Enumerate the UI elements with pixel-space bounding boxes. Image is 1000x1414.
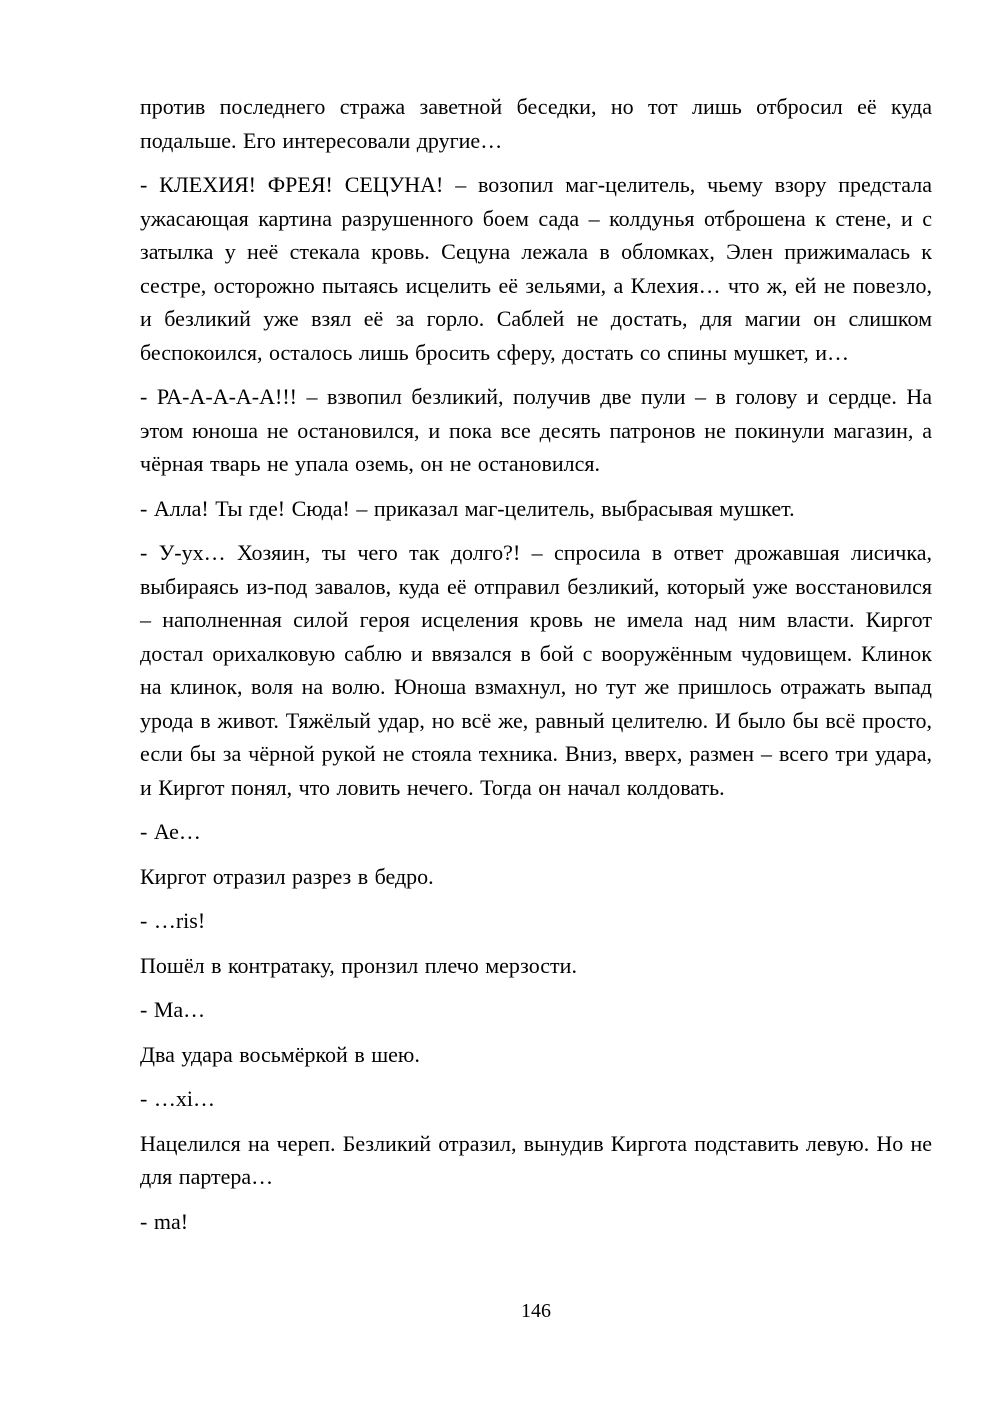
paragraph: Киргот отразил разрез в бедро.: [140, 863, 434, 889]
paragraph: против последнего стража заветной беседки, но тот лишь отбросил её куда подальше. Его интересовали другие…: [140, 94, 932, 153]
paragraph: - ma!: [140, 1208, 189, 1234]
paragraph: - …ris!: [140, 908, 206, 933]
paragraph: Пошёл в контратаку, пронзил плечо мерзости.: [140, 952, 577, 978]
page-number: 146: [521, 1300, 551, 1322]
paragraph: - Ма…: [140, 997, 206, 1022]
paragraph: - …xi…: [140, 1086, 215, 1111]
paragraph: Два удара восьмёркой в шею.: [140, 1041, 420, 1067]
paragraph: Нацелился на череп. Безликий отразил, вынудив Киргота подставить левую. Но не для партера…: [140, 1130, 932, 1189]
paragraph: - КЛЕХИЯ! ФРЕЯ! СЕЦУНА! – возопил маг-целитель, чьему взору предстала ужасающая картина разрушенного боем сада – колдунья отброшена к стене, и с затылка у неё стекала кровь. Сецуна лежала в обломках, Элен прижималась к сестре, осторожно пытаясь исцелить её зельями, а Клехия… что ж, ей не повезло, и безликий уже взял её за горло. Саблей не достать, для магии он слишком беспокоился, осталось лишь бросить сферу, достать со спины мушкет, и…: [140, 172, 932, 365]
paragraph: - РА-А-А-А-А!!! – взвопил безликий, получив две пули – в голову и сердце. На этом юноша не остановился, и пока все десять патронов не покинули магазин, а чёрная тварь не упала оземь, он не остановился.: [140, 384, 932, 476]
paragraph: - Алла! Ты где! Сюда! – приказал маг-целитель, выбрасывая мушкет.: [140, 495, 795, 521]
paragraph: - У-ух… Хозяин, ты чего так долго?! – спросила в ответ дрожавшая лисичка, выбираясь из-под завалов, куда её отправил безликий, который уже восстановился – наполненная силой героя исцеления кровь не имела над ним власти. Киргот достал орихалковую саблю и ввязался в бой с вооружённым чудовищем. Клинок на клинок, воля на волю. Юноша взмахнул, но тут же пришлось отражать выпад урода в живот. Тяжёлый удар, но всё же, равный целителю. И было бы всё просто, если бы за чёрной рукой не стояла техника. Вниз, вверх, размен – всего три удара, и Киргот понял, что ловить нечего. Тогда он начал колдовать.: [140, 540, 932, 800]
paragraph: - Ае…: [140, 819, 201, 844]
text-block: [140, 90, 932, 1249]
